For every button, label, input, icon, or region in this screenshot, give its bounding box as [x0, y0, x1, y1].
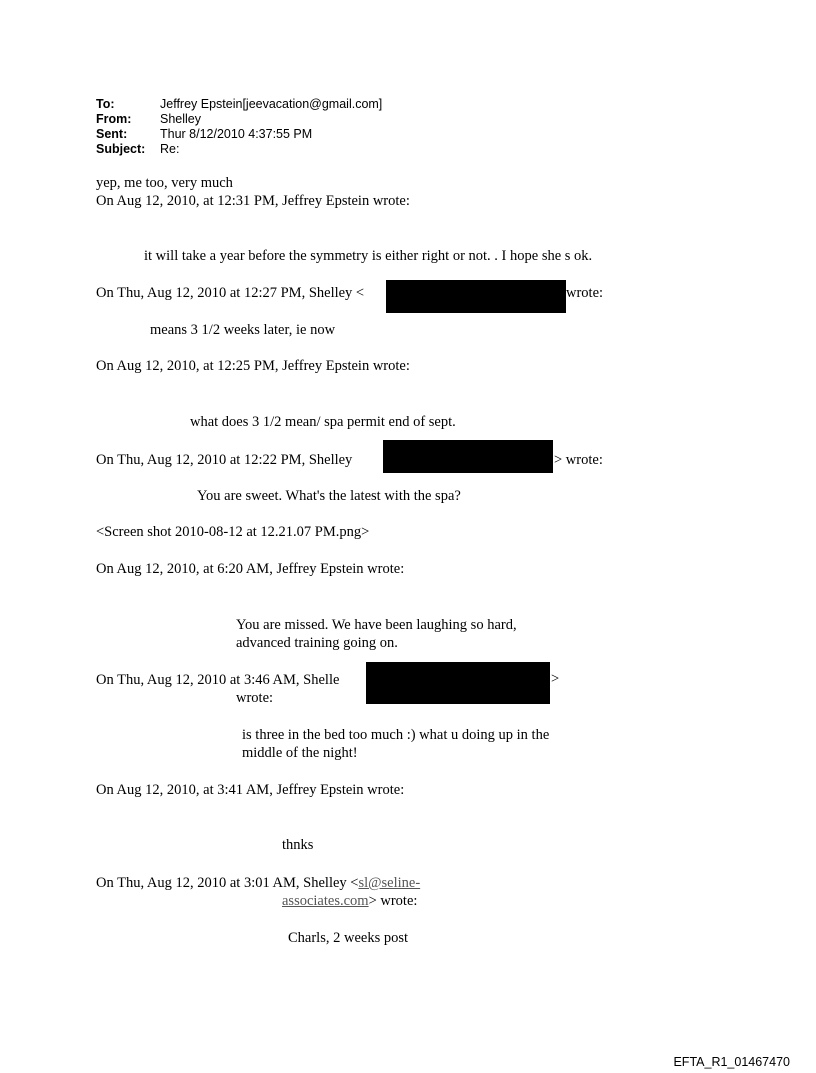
- quoted-message: You are missed. We have been laughing so hard,: [236, 617, 517, 633]
- quoted-message: is three in the bed too much :) what u doing up in the: [242, 727, 550, 743]
- quote-attribution-end: wrote:: [236, 690, 274, 706]
- quote-attribution: On Aug 12, 2010, at 12:31 PM, Jeffrey Epstein wrote:: [96, 193, 410, 209]
- quote-attribution-end: >: [551, 671, 560, 687]
- from-label: From:: [96, 112, 132, 126]
- document-id: EFTA_R1_01467470: [673, 1055, 790, 1069]
- quoted-message: You are sweet. What's the latest with the spa?: [197, 488, 461, 504]
- quote-attribution: [96, 875, 420, 892]
- redaction-block: [366, 662, 550, 704]
- quote-attribution: On Aug 12, 2010, at 12:25 PM, Jeffrey Epstein wrote:: [96, 358, 410, 374]
- quote-attribution-end: > wrote:: [368, 893, 418, 909]
- quoted-message: means 3 1/2 weeks later, ie now: [150, 322, 336, 338]
- email-link[interactable]: sl@seline-: [358, 875, 421, 891]
- quoted-message: Charls, 2 weeks post: [288, 930, 409, 946]
- quote-attribution-start: On Thu, Aug 12, 2010 at 3:01 AM, Shelley <: [96, 875, 359, 891]
- quoted-message: thnks: [282, 837, 314, 853]
- sent-value: Thur 8/12/2010 4:37:55 PM: [160, 127, 313, 141]
- email-link[interactable]: associates.com: [282, 893, 369, 909]
- subject-value: Re:: [160, 142, 180, 156]
- quote-attribution-end: > wrote:: [554, 452, 603, 468]
- quote-attribution-end: wrote:: [566, 285, 604, 301]
- quoted-message: what does 3 1/2 mean/ spa permit end of sept.: [190, 414, 456, 430]
- redaction-block: [386, 280, 566, 313]
- quote-attribution: On Thu, Aug 12, 2010 at 3:46 AM, Shelle: [96, 672, 340, 688]
- redaction-block: [383, 440, 553, 473]
- to-label: To:: [96, 97, 115, 111]
- from-value: Shelley: [160, 112, 201, 126]
- subject-label: Subject:: [96, 142, 146, 156]
- quoted-message: middle of the night!: [242, 745, 358, 761]
- quote-attribution: On Thu, Aug 12, 2010 at 12:22 PM, Shelley: [96, 452, 353, 468]
- quote-attribution: [282, 893, 417, 910]
- quoted-message: advanced training going on.: [236, 635, 398, 651]
- quote-attribution: On Thu, Aug 12, 2010 at 12:27 PM, Shelley <: [96, 285, 365, 301]
- attachment-reference: <Screen shot 2010-08-12 at 12.21.07 PM.png>: [96, 524, 370, 540]
- reply-text: yep, me too, very much: [96, 175, 233, 191]
- quoted-message: it will take a year before the symmetry is either right or not. . I hope she s ok.: [144, 248, 593, 264]
- to-value: Jeffrey Epstein[jeevacation@gmail.com]: [160, 97, 383, 111]
- quote-attribution: On Aug 12, 2010, at 3:41 AM, Jeffrey Epstein wrote:: [96, 782, 405, 798]
- sent-label: Sent:: [96, 127, 128, 141]
- quote-attribution: On Aug 12, 2010, at 6:20 AM, Jeffrey Epstein wrote:: [96, 561, 405, 577]
